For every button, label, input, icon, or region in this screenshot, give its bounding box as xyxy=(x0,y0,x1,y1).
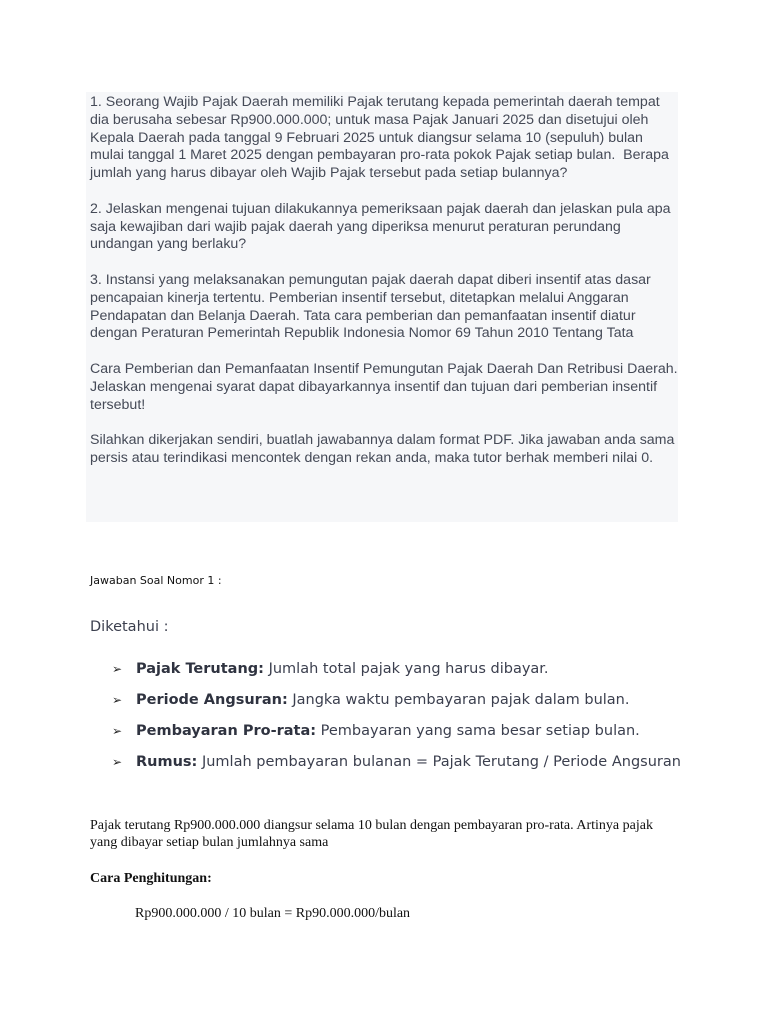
explanation-paragraph: Pajak terutang Rp900.000.000 diangsur selama 10 bulan dengan pembayaran pro-rata. Artinya pajak yang dibayar setiap bulan jumlahnya sama xyxy=(90,818,653,850)
list-item xyxy=(112,654,682,685)
answer-heading: Jawaban Soal Nomor 1 : xyxy=(90,574,222,587)
question-2: 2. Jelaskan mengenai tujuan dilakukannya pemeriksaan pajak daerah dan jelaskan pula apa saja kewajiban dari wajib pajak daerah yang diperiksa menurut peraturan perundang undangan yang berlaku? xyxy=(90,200,675,253)
term: Pajak Terutang: xyxy=(136,661,264,677)
term: Pembayaran Pro-rata: xyxy=(136,723,317,739)
arrowhead-icon: ➢ xyxy=(112,724,123,738)
term: Periode Angsuran: xyxy=(136,692,288,708)
arrowhead-icon: ➢ xyxy=(112,662,123,676)
question-block xyxy=(86,92,682,522)
calculation-line: Rp900.000.000 / 10 bulan = Rp90.000.000/bulan xyxy=(135,906,411,921)
question-3-continued: Cara Pemberian dan Pemanfaatan Insentif Pemungutan Pajak Daerah Dan Retribusi Daerah. Jelaskan mengenai syarat dapat dibayarkannya insentif dan tujuan dari pemberian insentif tersebut! xyxy=(90,360,682,413)
list-item xyxy=(112,685,682,716)
diketahui-label: Diketahui : xyxy=(90,619,169,635)
term-description: Pembayaran yang sama besar setiap bulan. xyxy=(316,723,640,739)
calculation-heading: Cara Penghitungan: xyxy=(90,871,212,886)
instructions: Silahkan dikerjakan sendiri, buatlah jawabannya dalam format PDF. Jika jawaban anda sama persis atau terindikasi mencontek dengan rekan anda, maka tutor berhak memberi nilai 0. xyxy=(90,432,679,466)
definition-list xyxy=(112,654,682,778)
term-description: Jumlah total pajak yang harus dibayar. xyxy=(263,661,549,677)
arrowhead-icon: ➢ xyxy=(112,755,123,769)
term-description: Jangka waktu pembayaran pajak dalam bulan. xyxy=(287,692,630,708)
list-item xyxy=(112,716,682,747)
question-1: 1. Seorang Wajib Pajak Daerah memiliki Pajak terutang kepada pemerintah daerah tempat dia berusaha sebesar Rp900.000.000; untuk masa Pajak Januari 2025 dan disetujui oleh Kepala Daerah pada tanggal 9 Februari 2025 untuk diangsur selama 10 (sepuluh) bulan mulai tanggal 1 Maret 2025 dengan pembayaran pro-rata pokok Pajak setiap bulan. Berapa jumlah yang harus dibayar oleh Wajib Pajak tersebut pada setiap bulannya? xyxy=(90,94,673,182)
arrowhead-icon: ➢ xyxy=(112,693,123,707)
question-3: 3. Instansi yang melaksanakan pemungutan pajak daerah dapat diberi insentif atas dasar pencapaian kinerja tertentu. Pemberian insentif tersebut, ditetapkan melalui Anggaran Pendapatan dan Belanja Daerah. Tata cara pemberian dan pemanfaatan insentif diatur dengan Peraturan Pemerintah Republik Indonesia Nomor 69 Tahun 2010 Tentang Tata xyxy=(90,271,655,342)
list-item xyxy=(112,747,682,778)
term: Rumus: xyxy=(136,754,198,770)
term-description: Jumlah pembayaran bulanan = Pajak Terutang / Periode Angsuran xyxy=(197,754,681,770)
